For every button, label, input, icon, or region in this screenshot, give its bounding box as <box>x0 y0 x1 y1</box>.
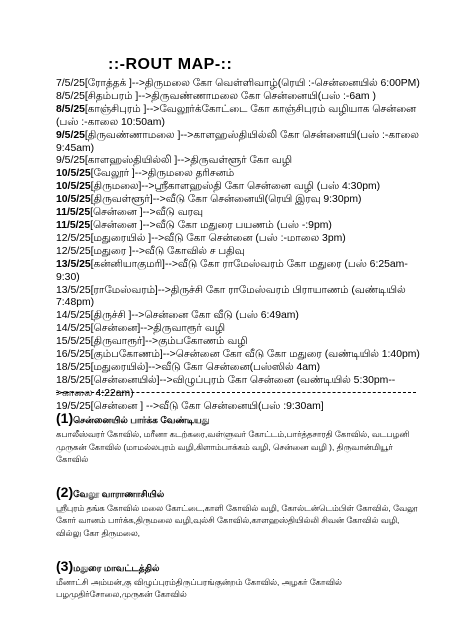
route-text: [திருமலை]-->ஸ்ரீகாளஹஸ்தி கோ சென்னை வழி (பஸ் 4:30pm) <box>90 181 381 193</box>
route-entry <box>56 323 428 336</box>
route-date: 12/5/25 <box>56 232 91 244</box>
route-text: [திருவாரூர்]-->கும்பகோணம் வழி <box>90 336 248 348</box>
route-date: 8/5/25 <box>56 90 85 102</box>
route-entry <box>56 78 428 91</box>
route-text: [திருச்சி ]-->சென்னை கோ வீடு (பஸ் 6:49am) <box>90 310 299 322</box>
route-text: [மதுரை ]-->வீடு கோவில் ச பதிவு <box>90 245 245 257</box>
route-entry <box>56 336 428 349</box>
route-entry <box>56 349 428 362</box>
place-section <box>56 558 426 601</box>
route-text: [காஞ்சிபுரம் ]-->வேலூர்க்கோட்டை கோ காஞ்சிபுரம் வழியாக சென்னை (பஸ் :-காலை 10:50am) <box>56 103 417 128</box>
route-text: [சென்னை]-->திருவாரூர் வழி <box>90 323 226 335</box>
route-date: 18/5/25 <box>56 374 91 386</box>
route-entry <box>56 246 428 259</box>
section-divider <box>56 392 416 393</box>
route-date: 15/5/25 <box>56 336 91 348</box>
route-entry <box>56 104 428 130</box>
route-entry <box>56 130 428 156</box>
route-text: [கும்பகோணம்]-->சென்னை கோ வீடு கோ மதுரை (வண்டியில் 1:40pm) <box>90 349 420 361</box>
places-sections <box>56 410 426 619</box>
route-entry <box>56 168 428 181</box>
route-text: [சென்னை ]-->வீடு கோ மதுரை பயணம் (பஸ் -:9pm) <box>90 219 332 231</box>
route-text: [மதுரையில் ]-->வீடு கோ சென்னை (பஸ் :-மாலை 3pm) <box>90 232 346 244</box>
route-text: [சென்னையில்]-->விழுப்புரம் கோ சென்னை (வண்டியில் 5:30pm-->காலை 4:22am) <box>56 374 396 399</box>
route-text: [காளஹஸ்தியில்லி ]-->திருவள்ளூர் கோ வழி <box>84 155 292 167</box>
section-body: மீனாட்சி அம்மன்,கு விழுப்புரம்திருப்பரங்குன்றம் கோவில், அழகர் கோவில் பழமுதிர்சோலை,முருகன் கோவில் <box>56 576 342 600</box>
route-entry <box>56 181 428 194</box>
section-title: மதுரை மாவட்டத்தில் <box>73 562 160 573</box>
route-text: [மதுரையில்]-->வீடு கோ சென்னை(பஸ்ஸில் 4am) <box>90 361 321 373</box>
route-entry <box>56 310 428 323</box>
route-date: 16/5/25 <box>56 349 91 361</box>
place-section <box>56 484 426 540</box>
route-date: 18/5/25 <box>56 361 91 373</box>
route-text: [சிதம்பரம் ]-->திருவண்ணாமலை கோ சென்னையி(பஸ் :-6am ) <box>84 90 376 102</box>
route-entry <box>56 155 428 168</box>
route-list <box>56 78 428 414</box>
route-text: [சென்னை ] -->வீடு கோ சென்னையி(பஸ் :9:30am] <box>90 400 324 412</box>
route-entry <box>56 362 428 375</box>
route-entry <box>56 220 428 233</box>
section-heading <box>56 484 426 502</box>
place-section <box>56 410 426 466</box>
route-date: 9/5/25 <box>56 129 85 141</box>
route-entry <box>56 285 428 311</box>
route-entry <box>56 207 428 220</box>
route-text: [ரோத்தக் ]-->திருமலை கோ வெள்ளிவாழ்(ரெயி :-சென்னையில் 6:00PM) <box>84 78 420 89</box>
section-body: கபாலீஸ்வரர் கோவில், மரீனா கடற்கரை,வள்ளுவர் கோட்டம்,பார்த்தசாரதி கோவில், வடபழனி முருகன் கோவில் (மாமல்லபுரம் வழி,கிளாம்பாக்கம் வழி, சென்னை வழி ), திருவான்மியூர் கோவில் <box>56 429 410 465</box>
route-date: 19/5/25 <box>56 400 91 412</box>
route-date: 10/5/25 <box>56 181 91 193</box>
route-entry <box>56 91 428 104</box>
route-date: 9/5/25 <box>56 155 85 167</box>
route-date: 12/5/25 <box>56 245 91 257</box>
section-heading <box>56 558 426 576</box>
section-number: (1) <box>56 410 74 426</box>
route-date: 11/5/25 <box>56 207 91 219</box>
route-text: [கன்னியாகுமரி]-->வீடு கோ ராமேஸ்வரம் கோ மதுரை (பஸ் 6:25am-9:30) <box>56 258 408 283</box>
route-entry <box>56 194 428 207</box>
section-body: ஸ்ரீபுரம் தங்க கோவில் மலை கோட்டை,காளி கோவில் வழி, கோல்டன்டெம்பிள் கோவில், வேலூ கோர் வானம் பார்க்க,திருமலை வழி,வுல்சி கோவில்,காளஹஸ்தியில்லி சிவன் கோவில் வழி, வில்லு கோ திருமலை, <box>56 502 418 538</box>
section-heading <box>56 410 426 428</box>
route-entry <box>56 375 428 401</box>
route-date: 11/5/25 <box>56 219 91 231</box>
route-text: [வேலூர் ]-->திருமலை தரிசனம் <box>90 168 235 180</box>
route-date: 7/5/25 <box>56 78 85 89</box>
route-entry <box>56 259 428 285</box>
route-date: 14/5/25 <box>56 323 91 335</box>
route-entry <box>56 233 428 246</box>
route-date: 10/5/25 <box>56 194 91 206</box>
route-text: [ராமேஸ்வரம்]-->திருச்சி கோ ராமேஸ்வரம் பிராயாணம் (வண்டியில் 7:48pm) <box>56 284 406 309</box>
route-date: 13/5/25 <box>56 284 91 296</box>
page-title: ::-ROUT MAP-:: <box>108 56 233 73</box>
section-title: வேலூ வாராணாசியில் <box>73 488 165 499</box>
route-text: [திருவள்ளூர்]-->வீடு கோ சென்னையி(ரெயி இரவு 9:30pm) <box>90 194 362 206</box>
section-number: (2) <box>56 483 74 500</box>
section-number: (3) <box>56 557 74 574</box>
route-date: 14/5/25 <box>56 310 91 322</box>
route-date: 13/5/25 <box>56 258 91 270</box>
section-title: சென்னையில் பார்க்க வேண்டியது <box>73 415 210 425</box>
route-date: 10/5/25 <box>56 168 91 180</box>
route-date: 8/5/25 <box>56 103 85 115</box>
route-text: [திருவண்ணாமலை ]-->காளஹஸ்தியில்லி கோ சென்னையி(பஸ் :-காலை 9:45am) <box>56 129 419 154</box>
route-text: [சென்னை ]-->வீடு வரவு <box>90 207 203 219</box>
